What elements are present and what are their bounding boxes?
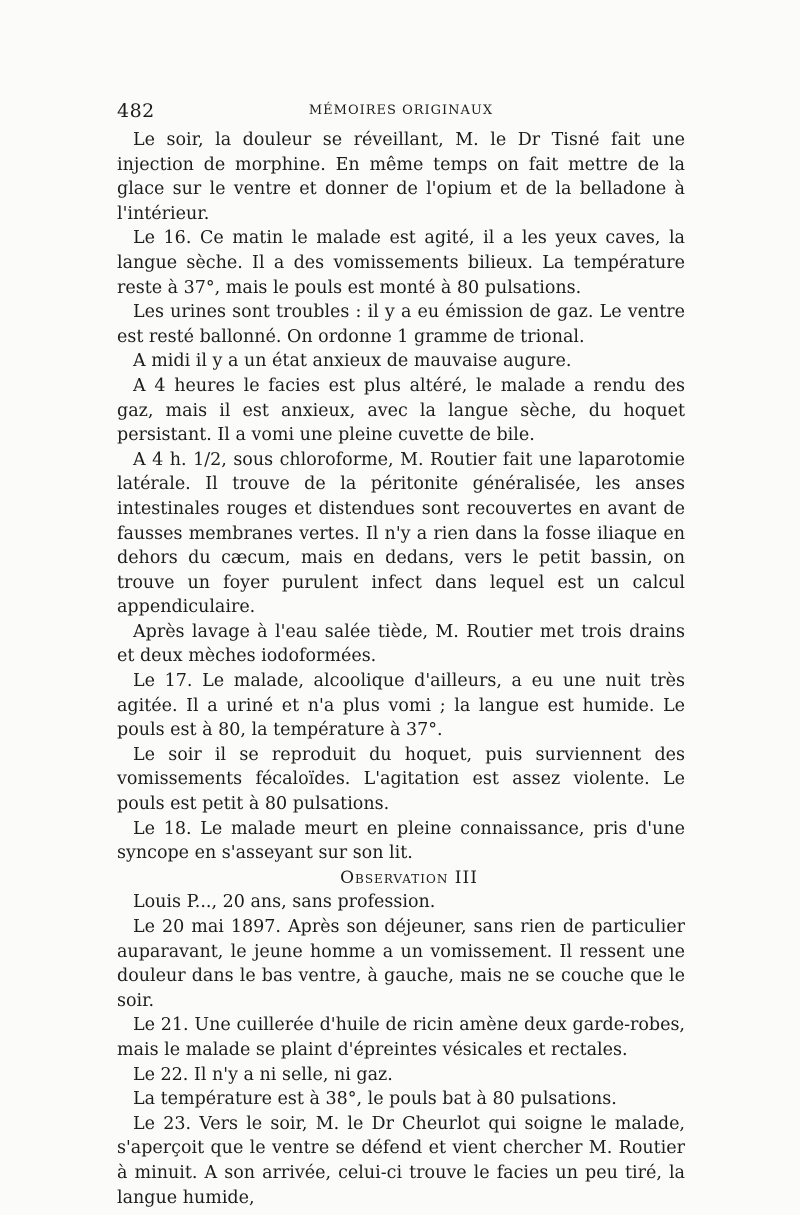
paragraph: Après lavage à l'eau salée tiède, M. Routier met trois drains et deux mèches iodoformées. <box>117 621 685 667</box>
observation-heading: Observation III <box>340 867 478 888</box>
paragraph: Le soir, la douleur se réveillant, M. le Dr Tisné fait une injection de morphine. En même temps on fait mettre de la glace sur le ventre et donner de l'opium et de la belladone à l'intérieur. <box>117 130 685 224</box>
page-number: 482 <box>117 100 155 122</box>
paragraph: Les urines sont troubles : il y a eu émission de gaz. Le ventre est resté ballonné. On ordonne 1 gramme de trional. <box>117 302 685 347</box>
body-text <box>117 128 685 1210</box>
paragraph: A midi il y a un état anxieux de mauvaise augure. <box>133 351 572 372</box>
paragraph: La température est à 38°, le pouls bat à 80 pulsations. <box>133 1089 617 1110</box>
paragraph: Le 17. Le malade, alcoolique d'ailleurs, a eu une nuit très agitée. Il a uriné et n'a plus vomi ; la langue est humide. Le pouls est à 80, la température à 37°. <box>117 671 685 741</box>
paragraph: A 4 heures le facies est plus altéré, le malade a rendu des gaz, mais il est anxieux, avec la langue sèche, du hoquet persistant. Il a vomi une pleine cuvette de bile. <box>117 375 685 446</box>
page-header <box>117 100 685 124</box>
paragraph: Le 16. Ce matin le malade est agité, il a les yeux caves, la langue sèche. Il a des vomissements bilieux. La température reste à 37°, mais le pouls est monté à 80 pulsations. <box>117 228 685 298</box>
running-title: MÉMOIRES ORIGINAUX <box>308 103 494 118</box>
paragraph: Le 20 mai 1897. Après son déjeuner, sans rien de particulier auparavant, le jeune homme a un vomissement. Il ressent une douleur dans le bas ventre, à gauche, mais ne se couche que le soir. <box>117 917 685 1011</box>
paragraph: A 4 h. 1/2, sous chloroforme, M. Routier fait une laparotomie latérale. Il trouve de la péritonite généralisée, les anses intestinales rouges et distendues sont recouvertes en avant de fausses membranes vertes. Il n'y a rien dans la fosse iliaque en dehors du cæcum, mais en dedans, vers le petit bassin, on trouve un foyer purulent infect dans lequel est un calcul appendiculaire. <box>117 449 685 618</box>
paragraph: Le 21. Une cuillerée d'huile de ricin amène deux garde-robes, mais le malade se plaint d'épreintes vésicales et rectales. <box>117 1015 685 1060</box>
paragraph: Le 18. Le malade meurt en pleine connaissance, pris d'une syncope en s'asseyant sur son lit. <box>117 818 685 864</box>
paragraph: Le soir il se reproduit du hoquet, puis surviennent des vomissements fécaloïdes. L'agitation est assez violente. Le pouls est petit à 80 pulsations. <box>117 744 685 815</box>
paragraph: Louis P..., 20 ans, sans profession. <box>133 892 436 913</box>
paragraph: Le 23. Vers le soir, M. le Dr Cheurlot qui soigne le malade, s'aperçoit que le ventre se défend et vient chercher M. Routier à minuit. A son arrivée, celui-ci trouve le facies un peu tiré, la langue humide, <box>117 1113 685 1208</box>
paragraph: Le 22. Il n'y a ni selle, ni gaz. <box>133 1064 393 1085</box>
